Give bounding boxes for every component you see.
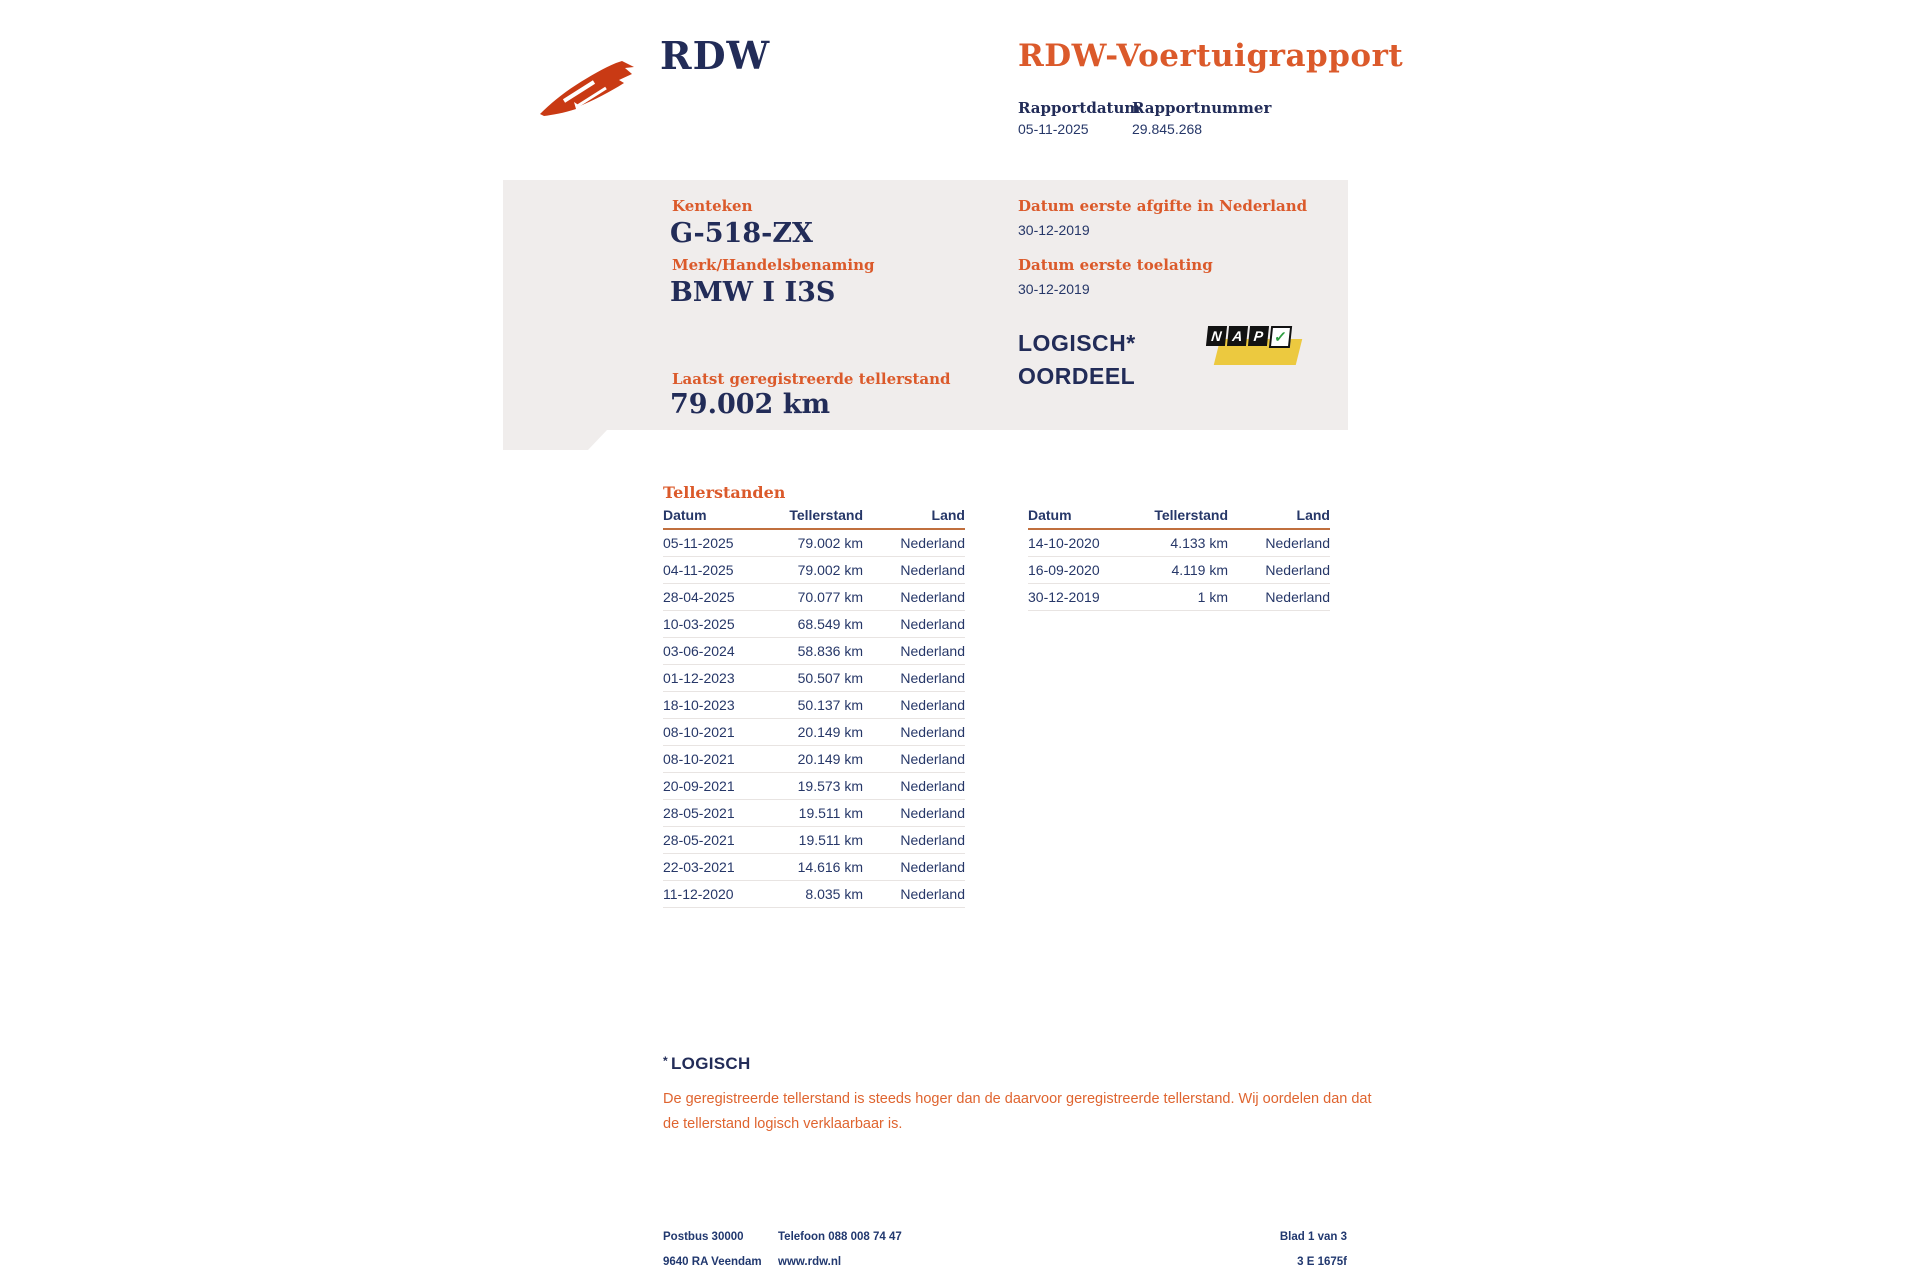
table-cell: 20-09-2021 [663, 778, 735, 794]
page-title: RDW-Voertuigrapport [1018, 38, 1404, 74]
nap-logo [1205, 326, 1303, 366]
table-row [663, 611, 965, 638]
footer-doc-code: 3 E 1675f [1297, 1256, 1347, 1268]
logisch-footnote-heading [663, 1054, 751, 1074]
table-body [663, 530, 965, 908]
rdw-logo-text: RDW [660, 33, 771, 78]
rapportdatum-value: 05-11-2025 [1018, 121, 1089, 137]
table-cell: Nederland [900, 562, 965, 578]
table-cell: 19.511 km [798, 832, 863, 848]
column-header-datum: Datum [663, 507, 707, 523]
table-cell: 04-11-2025 [663, 562, 734, 578]
table-cell: 11-12-2020 [663, 886, 734, 902]
table-row [663, 638, 965, 665]
rapportnummer-value: 29.845.268 [1132, 121, 1203, 137]
table-cell: 58.836 km [797, 643, 863, 659]
table-cell: 22-03-2021 [663, 859, 735, 875]
footer-website: www.rdw.nl [778, 1256, 842, 1268]
table-cell: Nederland [1265, 562, 1330, 578]
table-row [663, 584, 965, 611]
table-cell: 50.507 km [797, 670, 863, 686]
table-row [663, 800, 965, 827]
table-cell: 4.119 km [1171, 562, 1228, 578]
table-row [663, 692, 965, 719]
table-row [1028, 557, 1330, 584]
table-cell: Nederland [900, 805, 965, 821]
logisch-footnote-body: De geregistreerde tellerstand is steeds hoger dan de daarvoor geregistreerde tellerstand. Wij oordelen dan dat de tellerstand logisch verklaarbaar is. [663, 1091, 1372, 1132]
merk-label: Merk/Handelsbenaming [672, 256, 875, 274]
toelating-label: Datum eerste toelating [1018, 256, 1213, 274]
table-cell: Nederland [900, 859, 965, 875]
table-cell: Nederland [1265, 589, 1330, 605]
table-row [663, 665, 965, 692]
table-cell: Nederland [900, 589, 965, 605]
table-cell: Nederland [900, 778, 965, 794]
rdw-feather-icon [536, 54, 644, 118]
table-cell: 03-06-2024 [663, 643, 735, 659]
odometer-table-left [663, 507, 965, 908]
table-row [663, 530, 965, 557]
table-cell: 30-12-2019 [1028, 589, 1100, 605]
table-cell: 08-10-2021 [663, 724, 735, 740]
table-cell: 01-12-2023 [663, 670, 735, 686]
table-cell: 68.549 km [797, 616, 863, 632]
table-cell: 19.511 km [798, 805, 863, 821]
table-header-row [663, 507, 965, 530]
toelating-value: 30-12-2019 [1018, 281, 1090, 297]
asterisk-marker: * [663, 1054, 668, 1068]
footer-page-number: Blad 1 van 3 [1279, 1231, 1347, 1243]
nap-checkmark-icon: ✓ [1269, 326, 1292, 348]
table-cell: Nederland [900, 724, 965, 740]
footer-address-line1: Postbus 30000 [663, 1231, 744, 1243]
table-row [663, 746, 965, 773]
table-cell: 50.137 km [797, 697, 863, 713]
table-cell: Nederland [900, 832, 965, 848]
table-cell: 1 km [1197, 589, 1228, 605]
column-header-land: Land [1296, 507, 1330, 523]
nap-letter-a: A [1227, 326, 1248, 346]
table-cell: 10-03-2025 [663, 616, 735, 632]
odometer-table-right [1028, 507, 1330, 611]
afgifte-value: 30-12-2019 [1018, 222, 1090, 238]
oordeel-text [1018, 327, 1136, 393]
merk-value: BMW I I3S [670, 277, 836, 308]
table-cell: Nederland [900, 643, 965, 659]
table-cell: 14.616 km [797, 859, 863, 875]
logisch-heading-text: LOGISCH [670, 1054, 751, 1073]
kenteken-value: G-518-ZX [670, 218, 813, 249]
nap-letter-n: N [1206, 326, 1227, 346]
table-cell: Nederland [900, 697, 965, 713]
tellerstanden-heading: Tellerstanden [663, 483, 786, 502]
table-cell: Nederland [900, 535, 965, 551]
column-header-tellerstand: Tellerstand [789, 507, 863, 523]
table-row [663, 854, 965, 881]
footer-phone: Telefoon 088 008 74 47 [778, 1231, 902, 1243]
table-row [663, 773, 965, 800]
table-header-row [1028, 507, 1330, 530]
table-cell: 70.077 km [797, 589, 863, 605]
oordeel-line2: OORDEEL [1018, 363, 1136, 389]
nap-letter-p: P [1248, 326, 1269, 346]
table-cell: Nederland [900, 616, 965, 632]
table-row [1028, 530, 1330, 557]
table-row [663, 881, 965, 908]
table-cell: 20.149 km [797, 751, 863, 767]
tellerstand-value: 79.002 km [670, 389, 831, 420]
table-body [1028, 530, 1330, 611]
rapportnummer-label: Rapportnummer [1132, 99, 1272, 117]
table-cell: 79.002 km [797, 535, 863, 551]
table-cell: 28-04-2025 [663, 589, 735, 605]
rapportdatum-label: Rapportdatum [1018, 99, 1141, 117]
vehicle-summary-panel [503, 180, 1348, 450]
tellerstand-label: Laatst geregistreerde tellerstand [672, 370, 951, 388]
footer-address-line2: 9640 RA Veendam [663, 1256, 762, 1268]
table-row [1028, 584, 1330, 611]
table-cell: 08-10-2021 [663, 751, 735, 767]
table-cell: Nederland [1265, 535, 1330, 551]
table-cell: 79.002 km [797, 562, 863, 578]
table-cell: 20.149 km [797, 724, 863, 740]
table-cell: 05-11-2025 [663, 535, 734, 551]
table-cell: 18-10-2023 [663, 697, 735, 713]
table-cell: 19.573 km [797, 778, 863, 794]
column-header-datum: Datum [1028, 507, 1072, 523]
table-cell: 14-10-2020 [1028, 535, 1100, 551]
table-cell: 28-05-2021 [663, 805, 735, 821]
table-cell: 4.133 km [1170, 535, 1228, 551]
table-cell: 28-05-2021 [663, 832, 735, 848]
table-row [663, 557, 965, 584]
table-cell: Nederland [900, 886, 965, 902]
table-cell: Nederland [900, 670, 965, 686]
table-row [663, 827, 965, 854]
table-cell: Nederland [900, 751, 965, 767]
column-header-tellerstand: Tellerstand [1154, 507, 1228, 523]
oordeel-line1: LOGISCH* [1018, 330, 1136, 356]
table-cell: 8.035 km [805, 886, 863, 902]
table-cell: 16-09-2020 [1028, 562, 1100, 578]
kenteken-label: Kenteken [672, 197, 753, 215]
table-row [663, 719, 965, 746]
column-header-land: Land [931, 507, 965, 523]
afgifte-label: Datum eerste afgifte in Nederland [1018, 197, 1308, 215]
